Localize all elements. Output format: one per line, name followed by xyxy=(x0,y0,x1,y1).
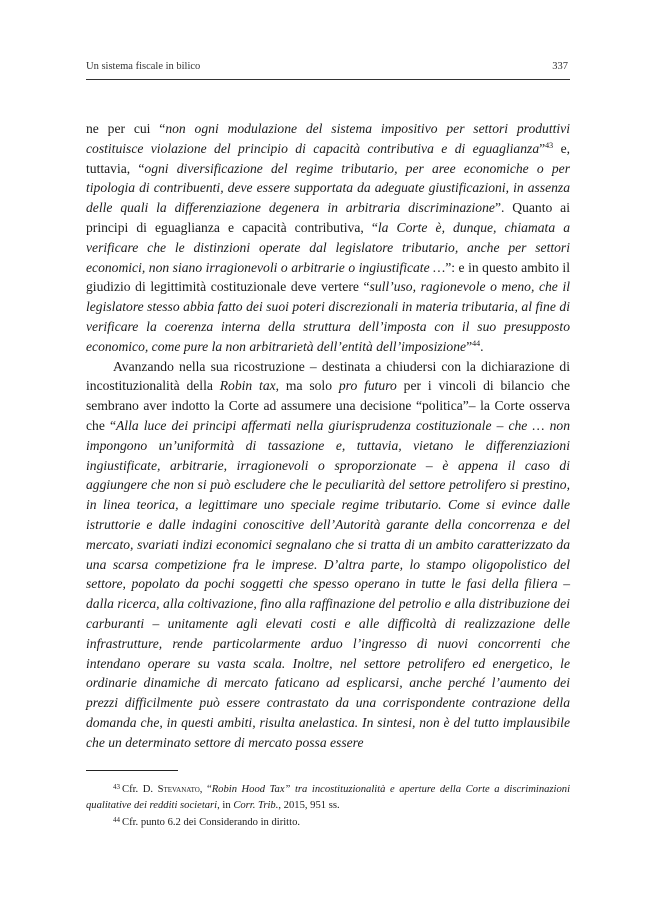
quote-italic: la Corte è, dunque, chiamata a verificare che le distinzioni operate dal legislatore tributario, anche per settori economici, non siano irragionevoli o arbitrarie o ingiustificate … xyxy=(86,219,570,275)
text-run: ”. Quanto ai principi di eguaglianza e capacità contributiva, “ xyxy=(86,200,570,235)
text-run: Cfr. punto 6.2 dei Considerando in diritto. xyxy=(122,817,301,829)
header-rule xyxy=(86,79,570,80)
text-run: ”: e in questo ambito il giudizio di legittimità costituzionale deve vertere “ xyxy=(86,259,570,295)
text-run: . xyxy=(480,338,484,354)
text-run: Avanzando nella sua ricostruzione – destinata a chiudersi con la dichiarazione di incostituzionalità della xyxy=(86,358,570,394)
paragraph-1 xyxy=(86,119,570,357)
italic-term: Robin tax xyxy=(219,378,276,394)
quote-italic: Alla luce dei principi affermati nella giurisprudenza costituzionale – che … non impongono un’uniformità di tassazione e, tuttavia, vietano le differenziazioni ingiustificate, arbitrarie, irragionevoli o sproporzionate – è appena il caso di aggiungere che non si può escludere che le peculiarità del settore petrolifero si prestino, in linea teorica, a legittimare uno speciale regime tributario. Come si evince dalle istruttorie e dalle indagini conoscitive dell’Autorità garante della concorrenza e del mercato, svariati indizi economici segnalano che si tratta di un ambito caratterizzato da una scarsa competizione fra le imprese. D’altra parte, lo stampo oligopolistico del settore, popolato da pochi soggetti che spesso operano in tutte le fasi della filiera – dalla ricerca, alla coltivazione, fino alla raffinazione del petrolio e alla distribuzione dei carburanti – unitamente agli elevati costi e alle difficoltà di realizzazione delle infrastrutture, rende particolarmente arduo l’ingresso di nuovi concorrenti che intendano operare su vasta scala. Inoltre, nel settore petrolifero ed energetico, le ordinarie dinamiche di mercato faticano ad esplicarsi, anche perché l’aumento dei prezzi difficilmente può essere contrastato da una corrispondente contrazione della domanda che, in questi ambiti, risulta anelastica. In sintesi, non è del tutto implausibile che un determinato settore di mercato possa essere xyxy=(86,417,570,750)
italic-term: pro futuro xyxy=(338,378,397,394)
text-run: ” xyxy=(466,338,473,354)
text-run: ne per cui “ xyxy=(86,121,166,136)
text-run: , in xyxy=(217,799,234,811)
paragraph-2 xyxy=(86,357,570,753)
text-run: Cfr. D. xyxy=(122,784,158,795)
footnote-number: 44 xyxy=(113,816,120,825)
quote-italic: sull’uso, ragionevole o meno, che il legislatore stesso abbia fatto dei suoi poteri discrezionali in materia tributaria, al fine di verificare la coerenza interna della struttura dell’imposta con il suo presupposto economico, come pure la non arbitrarietà dell’entità dell’imposizione xyxy=(86,279,570,354)
footnote-rule xyxy=(86,770,178,771)
footnote-ref-43[interactable]: 43 xyxy=(545,140,554,150)
text-run: , ma solo xyxy=(275,378,339,394)
footnote-43 xyxy=(86,780,570,813)
footnote-number: 43 xyxy=(113,783,120,791)
text-run: ” xyxy=(539,140,546,156)
main-text xyxy=(86,119,570,753)
text-run: e, tuttavia, “ xyxy=(86,140,570,176)
author-name: Stevanato xyxy=(157,784,200,795)
quote-italic: non ogni modulazione del sistema impositivo per settori produttivi costituisce violazione del principio di capacità contributiva e di eguaglianza xyxy=(86,121,570,156)
text-run: , “ xyxy=(199,784,212,795)
article-title: Robin Hood Tax” tra incostituzionalità e aperture della Corte a discriminazioni qualitative dei redditi societari xyxy=(86,784,571,811)
running-title: Un sistema fiscale in bilico xyxy=(86,61,201,72)
footnote-ref-44[interactable]: 44 xyxy=(472,338,481,348)
footnote-44 xyxy=(86,813,570,831)
quote-italic: ogni diversificazione del regime tributario, per aree economiche o per tipologia di contribuenti, deve essere supportata da adeguate giustificazioni, in assenza delle quali la differenziazione degenera in arbitraria discriminazione xyxy=(86,160,570,216)
text-run: per i vincoli di bilancio che sembrano aver indotto la Corte ad assumere una decisione “politica”– la Corte osserva che “ xyxy=(86,378,570,433)
text-run: , 2015, 951 ss. xyxy=(278,799,340,811)
page-number: 337 xyxy=(552,61,568,72)
footnotes xyxy=(86,780,570,831)
journal-name: Corr. Trib. xyxy=(233,799,279,811)
running-header xyxy=(86,61,570,72)
